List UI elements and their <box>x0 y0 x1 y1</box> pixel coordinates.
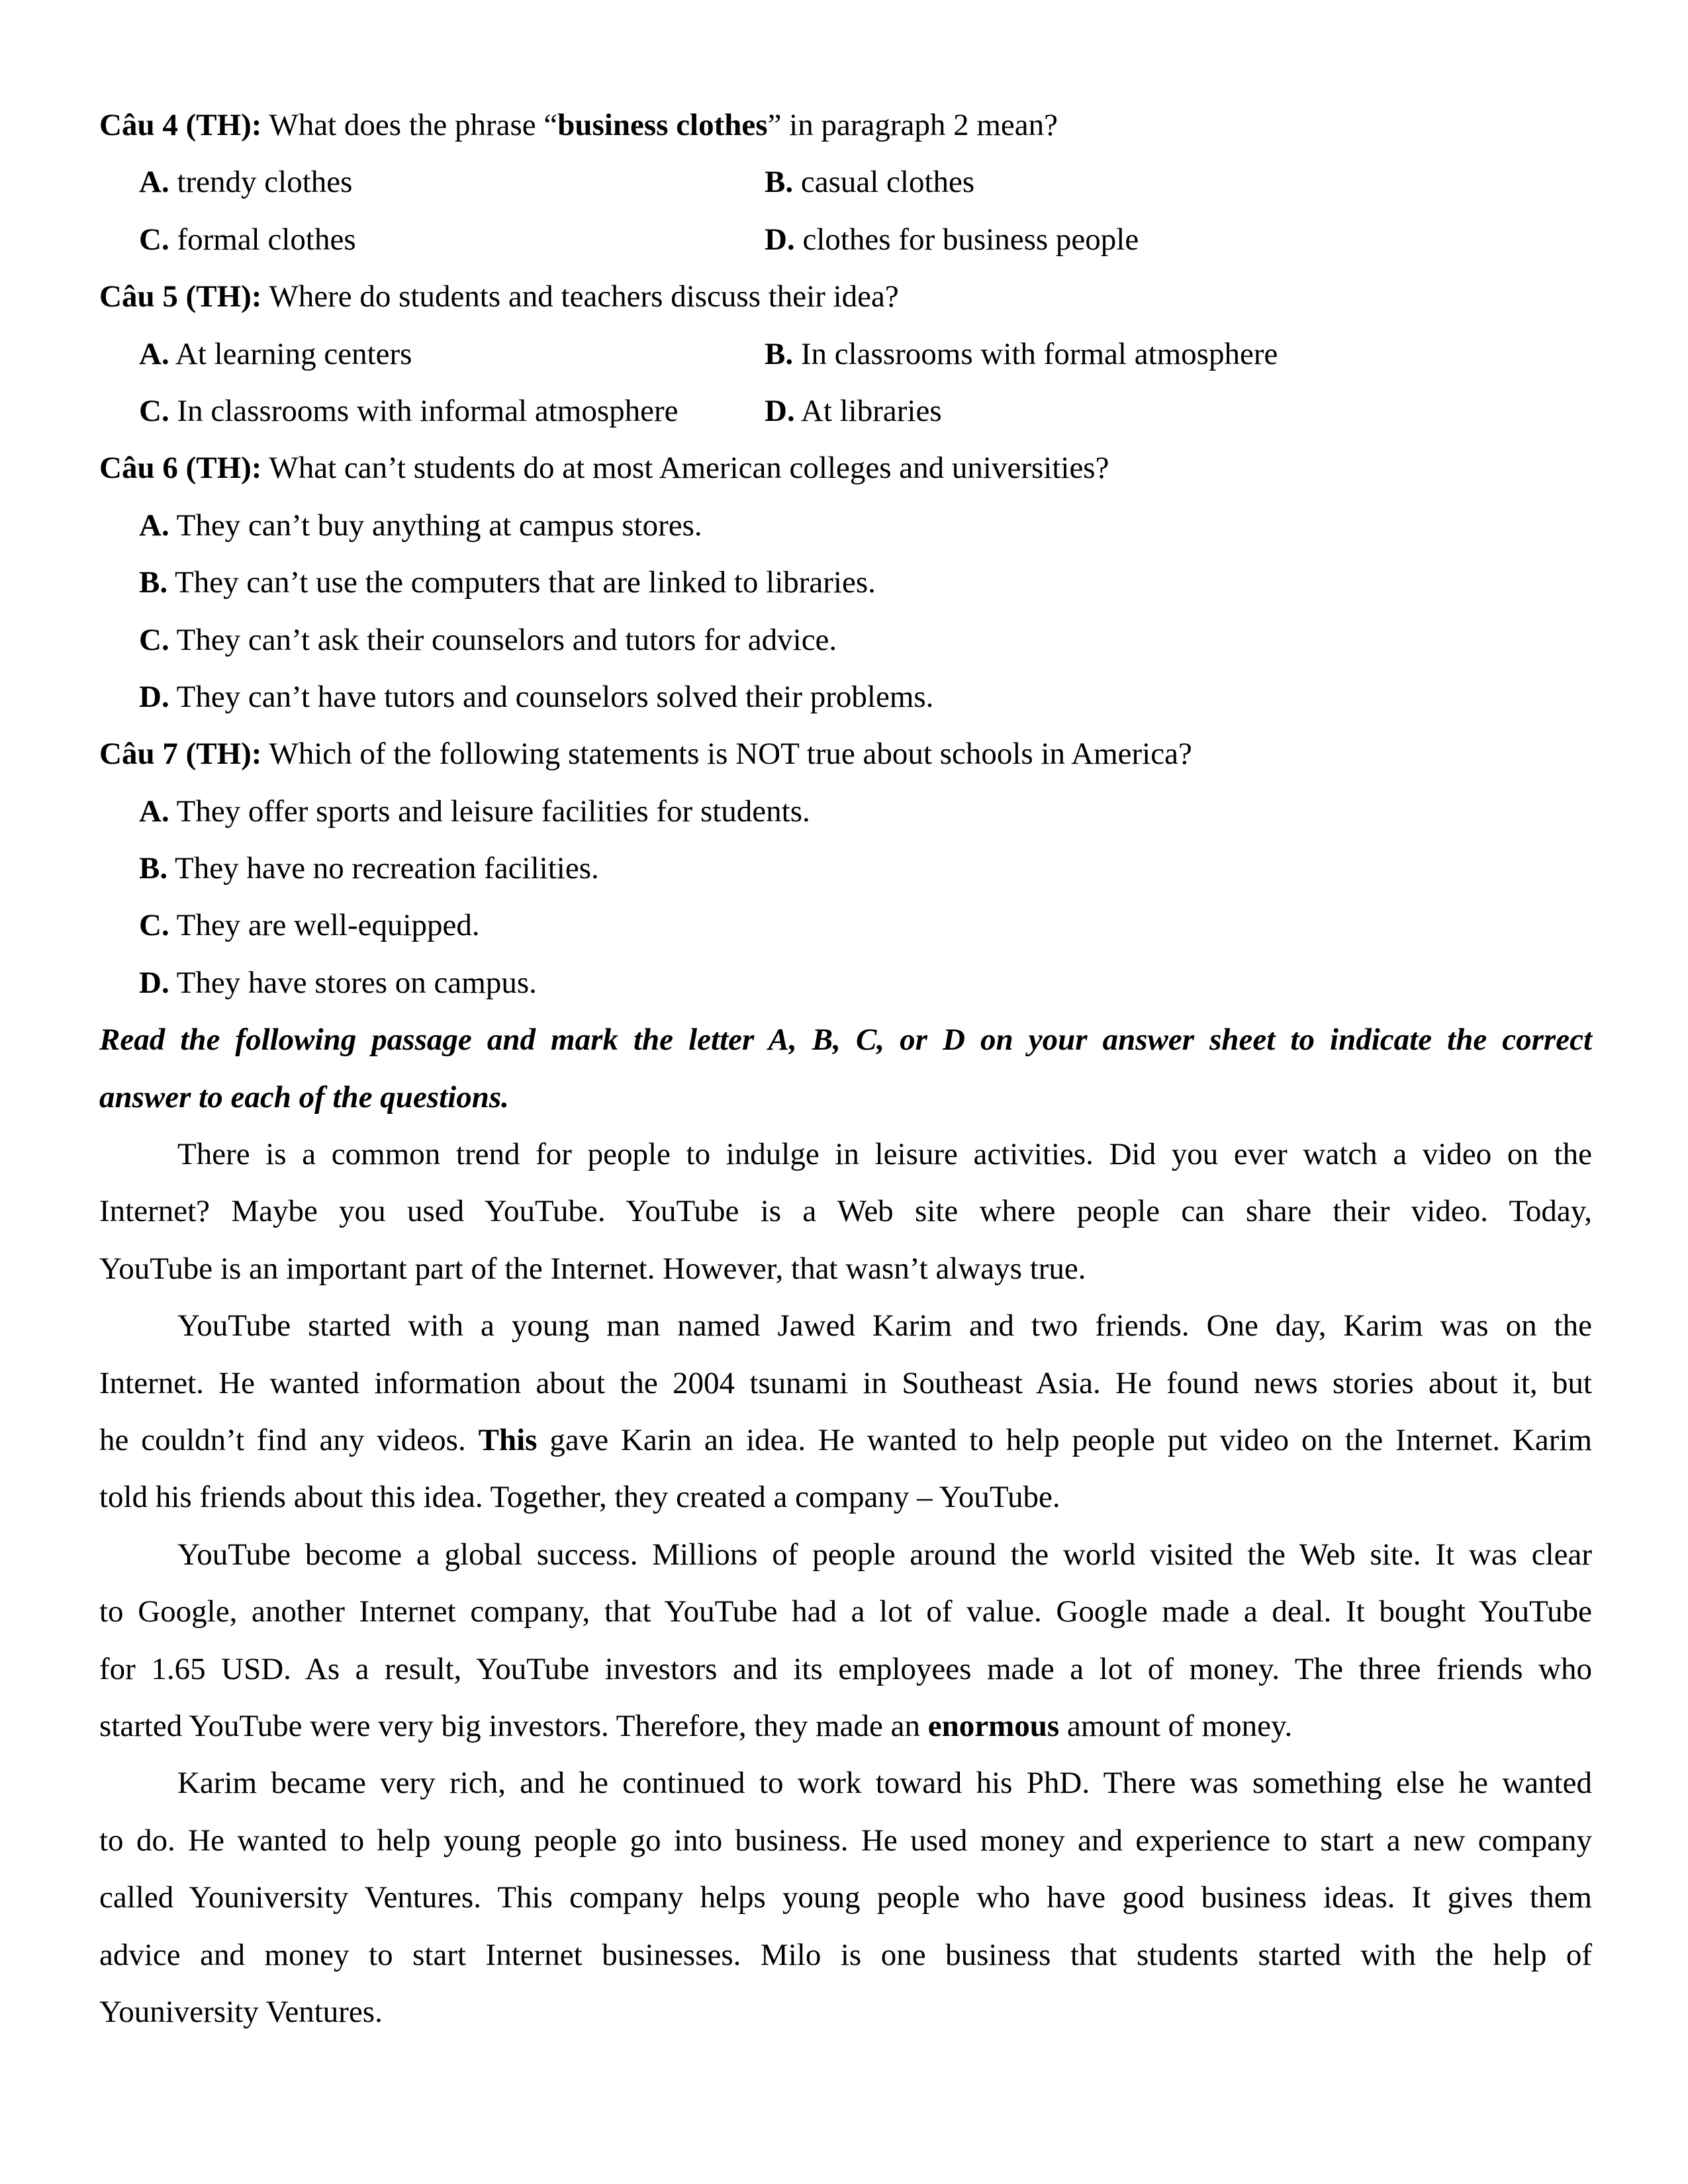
option-a: A. At learning centers <box>139 336 412 371</box>
options-row <box>99 211 1592 268</box>
question-text: Where do students and teachers discuss their idea? <box>269 279 899 314</box>
question-7-stem <box>99 725 1592 782</box>
passage-line: to do. He wanted to help young people go into business. He used money and experience to start a new company <box>99 1823 1592 1858</box>
option-b: B. In classrooms with formal atmosphere <box>765 336 1278 371</box>
question-6-stem <box>99 439 1592 496</box>
passage-line: advice and money to start Internet businesses. Milo is one business that students started with the help of <box>99 1937 1592 1972</box>
passage-line: he couldn’t find any videos. This gave Karin an idea. He wanted to help people put video on the Internet. Karim <box>99 1422 1593 1457</box>
passage-line: started YouTube were very big investors. Therefore, they made an enormous amount of money. <box>99 1708 1293 1743</box>
passage-line: YouTube is an important part of the Internet. However, that wasn’t always true. <box>99 1251 1086 1286</box>
question-text: What does the phrase “ <box>269 108 558 142</box>
passage-line: There is a common trend for people to indulge in leisure activities. Did you ever watch a video on the <box>177 1137 1592 1172</box>
question-text: Which of the following statements is NOT true about schools in America? <box>269 737 1192 772</box>
option-c: C. They are well-equipped. <box>139 908 480 943</box>
question-text: What can’t students do at most American colleges and universities? <box>269 451 1109 486</box>
question-5-stem <box>99 268 1592 325</box>
passage-line: YouTube started with a young man named Jawed Karim and two friends. One day, Karim was on the <box>177 1308 1592 1343</box>
passage-keyword: This <box>478 1422 538 1457</box>
exam-page <box>99 97 1592 2040</box>
passage-line: called Youniversity Ventures. This company helps young people who have good business ideas. It gives them <box>99 1880 1592 1915</box>
passage-line: Karim became very rich, and he continued to work toward his PhD. There was something else he wanted <box>177 1766 1592 1801</box>
question-number: Câu 4 (TH): <box>99 108 262 142</box>
option-a: A. They offer sports and leisure facilities for students. <box>139 794 810 829</box>
passage-keyword: enormous <box>927 1708 1060 1743</box>
options-row <box>99 326 1592 383</box>
passage-line: for 1.65 USD. As a result, YouTube investors and its employees made a lot of money. The three friends who <box>99 1651 1592 1686</box>
question-4-stem <box>99 97 1592 154</box>
passage-line: told his friends about this idea. Together, they created a company – YouTube. <box>99 1480 1060 1515</box>
question-number: Câu 7 (TH): <box>99 737 262 772</box>
option-d: D. clothes for business people <box>765 222 1139 257</box>
option-c: C. In classrooms with informal atmosphere <box>139 393 679 428</box>
option-b: B. They can’t use the computers that are linked to libraries. <box>139 565 876 600</box>
option-d: D. They have stores on campus. <box>139 965 537 1000</box>
options-row <box>99 383 1592 439</box>
option-b: B. They have no recreation facilities. <box>139 851 599 886</box>
passage-line: YouTube become a global success. Millions of people around the world visited the Web site. It was clear <box>177 1537 1592 1572</box>
option-c: C. formal clothes <box>139 222 356 257</box>
question-number: Câu 6 (TH): <box>99 451 262 486</box>
option-d: D. At libraries <box>765 393 942 428</box>
passage-line: Youniversity Ventures. <box>99 1994 383 2029</box>
option-c: C. They can’t ask their counselors and tutors for advice. <box>139 622 837 657</box>
option-b: B. casual clothes <box>765 165 975 200</box>
passage-line: Internet? Maybe you used YouTube. YouTube is a Web site where people can share their video. Today, <box>99 1194 1592 1229</box>
question-number: Câu 5 (TH): <box>99 279 262 314</box>
instruction: answer to each of the questions. <box>99 1079 509 1115</box>
option-a: A. They can’t buy anything at campus stores. <box>139 508 702 543</box>
instruction: Read the following passage and mark the letter A, B, C, or D on your answer sheet to indicate the correct <box>99 1023 1592 1058</box>
question-keyword: business clothes <box>557 108 768 142</box>
question-text: ” in paragraph 2 mean? <box>767 108 1058 142</box>
passage-line: to Google, another Internet company, that YouTube had a lot of value. Google made a deal. It bought YouTube <box>99 1594 1592 1629</box>
passage-line: Internet. He wanted information about the 2004 tsunami in Southeast Asia. He found news stories about it, but <box>99 1365 1592 1400</box>
options-row <box>99 154 1592 210</box>
option-a: A. trendy clothes <box>139 165 353 200</box>
option-d: D. They can’t have tutors and counselors solved their problems. <box>139 679 934 714</box>
